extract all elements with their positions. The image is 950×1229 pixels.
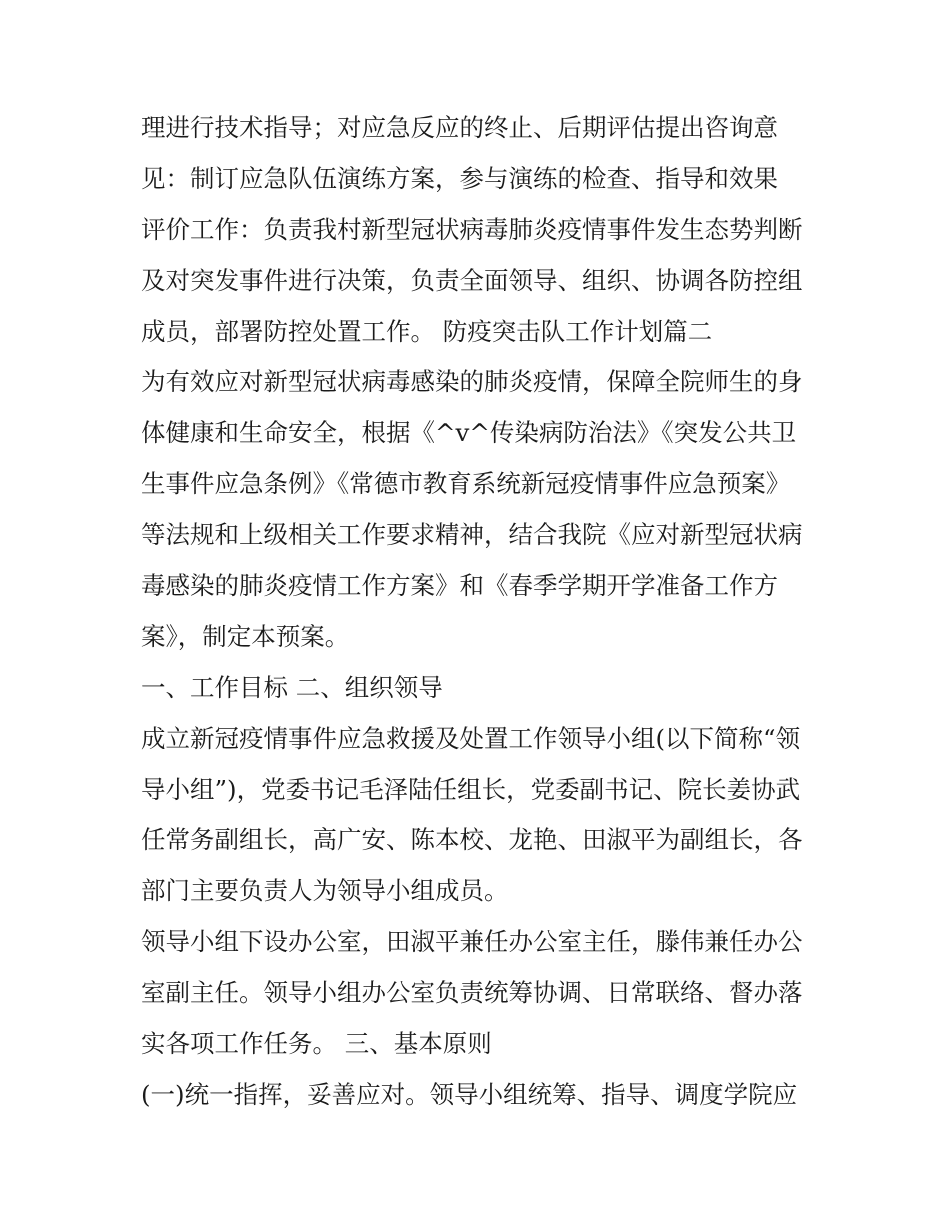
text-line-15: 任常务副组长，高广安、陈本校、龙艳、田淑平为副组长，各 — [141, 825, 803, 855]
body-text — [141, 103, 831, 1121]
text-line-17: 领导小组下设办公室，田淑平兼任办公室主任，滕伟兼任办公 — [141, 927, 803, 957]
text-line-12: 一、工作目标 二、组织领导 — [141, 672, 443, 702]
text-line-9: 等法规和上级相关工作要求精神，结合我院《应对新型冠状病 — [141, 520, 803, 550]
text-line-1: 理进行技术指导；对应急反应的终止、后期评估提出咨询意 — [141, 113, 778, 142]
text-line-20: (一)统一指挥，妥善应对。领导小组统筹、指导、调度学院应 — [141, 1079, 798, 1109]
text-line-13: 成立新冠疫情事件应急救援及处置工作领导小组(以下简称“领 — [141, 723, 801, 753]
text-line-7: 体健康和生命安全，根据《^v^传染病防治法》《突发公共卫 — [141, 418, 797, 448]
text-line-3: 评价工作：负责我村新型冠状病毒肺炎疫情事件发生态势判断 — [141, 214, 803, 244]
text-line-6: 为有效应对新型冠状病毒感染的肺炎疫情，保障全院师生的身 — [141, 367, 803, 397]
text-line-2: 见：制订应急队伍演练方案，参与演练的检查、指导和效果 — [141, 163, 778, 193]
text-line-11: 案》，制定本预案。 — [141, 621, 350, 651]
text-line-5: 成员，部署防控处置工作。 防疫突击队工作计划篇二 — [141, 316, 713, 346]
text-line-14: 导小组”)，党委书记毛泽陆任组长，党委副书记、院长姜协武 — [141, 774, 801, 804]
text-line-4: 及对突发事件进行决策，负责全面领导、组织、协调各防控组 — [141, 265, 803, 295]
text-line-18: 室副主任。领导小组办公室负责统筹协调、日常联络、督办落 — [141, 978, 803, 1008]
text-line-8: 生事件应急条例》《常德市教育系统新冠疫情事件应急预案》 — [141, 469, 791, 499]
text-line-16: 部门主要负责人为领导小组成员。 — [141, 876, 509, 906]
text-line-10: 毒感染的肺炎疫情工作方案》和《春季学期开学准备工作方 — [141, 571, 778, 601]
text-line-19: 实各项工作任务。 三、基本原则 — [141, 1029, 492, 1059]
